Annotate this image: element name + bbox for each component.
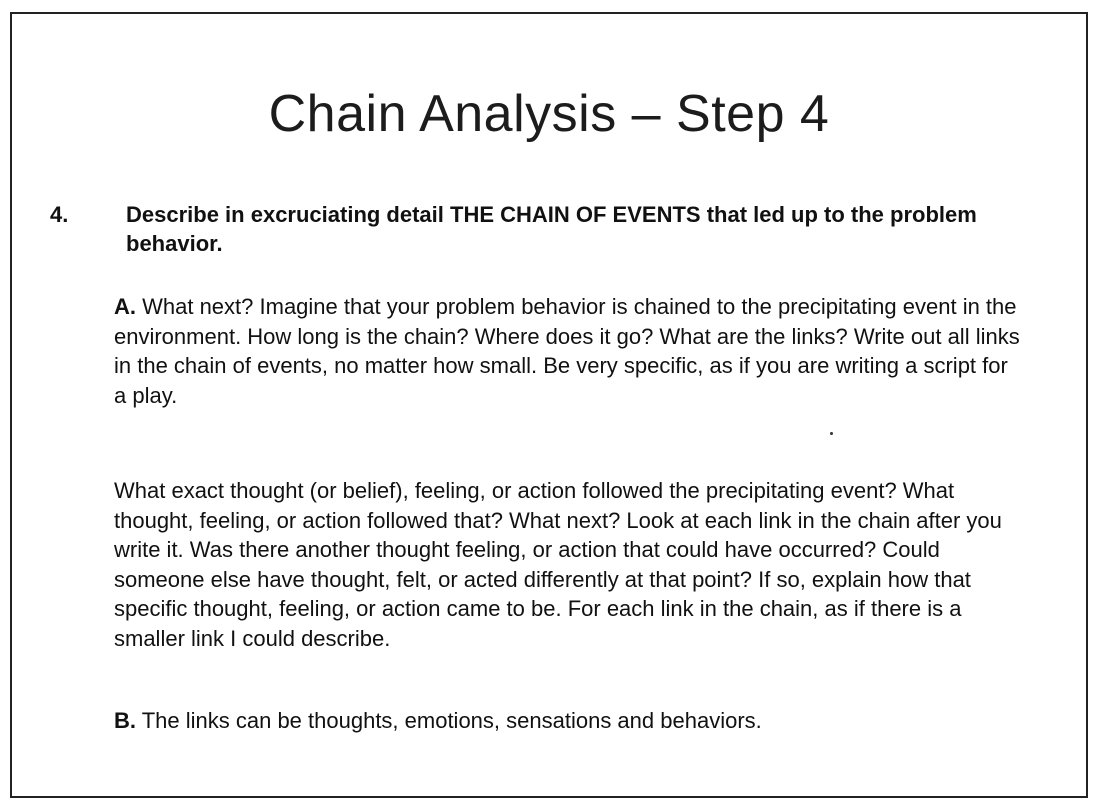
step-text: Describe in excruciating detail THE CHAIN OF EVENTS that led up to the problem behavior. (126, 202, 977, 256)
paragraph-b (114, 706, 1024, 736)
paragraph-thoughts-text: What exact thought (or belief), feeling, or action followed the precipitating event? What thought, feeling, or action followed that? What next? Look at each link in the chain after you write it. Was there another thought feeling, or action that could have occurred? Could someone else have thought, felt, or acted differently at that point? If so, explain how that specific thought, feeling, or action came to be. For each link in the chain, as if there is a smaller link I could describe. (114, 478, 1002, 651)
paragraph-b-text: The links can be thoughts, emotions, sensations and behaviors. (136, 708, 762, 733)
scan-speck (830, 432, 833, 435)
step-number: 4. (50, 202, 69, 227)
paragraph-a-text: What next? Imagine that your problem behavior is chained to the precipitating event in the environment. How long is the chain? Where does it go? What are the links? Write out all links in the chain of events, no matter how small. Be very specific, as if you are writing a script for a play. (114, 294, 1020, 408)
paragraph-a (114, 292, 1024, 410)
paragraph-b-label: B. (114, 708, 136, 733)
slide-title: Chain Analysis – Step 4 (268, 85, 830, 143)
step-heading (50, 200, 1056, 258)
paragraph-a-label: A. (114, 294, 136, 319)
paragraph-thoughts (114, 476, 1024, 653)
